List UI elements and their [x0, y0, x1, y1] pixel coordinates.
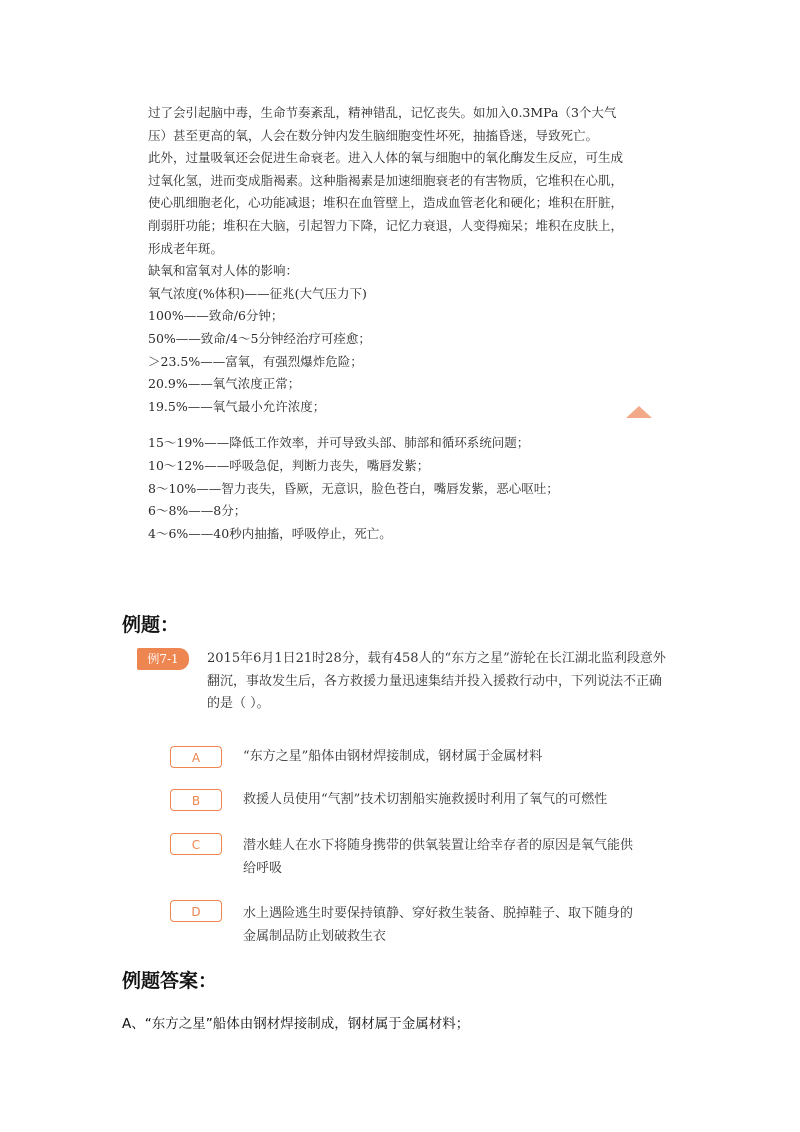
- intro-line: 8～10%——智力丧失，昏厥，无意识，脸色苍白，嘴唇发紫，恶心呕吐；: [148, 480, 559, 496]
- example-title: 例题：: [122, 614, 180, 636]
- answer-text: A、“东方之星”船体由钢材焊接制成，钢材属于金属材料；: [122, 1016, 470, 1032]
- intro-line: 19.5%——氧气最小允许浓度；: [148, 398, 326, 414]
- intro-line: 100%——致命/6分钟；: [148, 308, 284, 324]
- intro-line: 10～12%——呼吸急促，判断力丧失，嘴唇发紫；: [148, 457, 430, 473]
- intro-line: ＞23.5%——富氧，有强烈爆炸危险；: [148, 353, 363, 369]
- intro-line: 压）甚至更高的氧，人会在数分钟内发生脑细胞变性坏死，抽搐昏迷，导致死亡。: [148, 127, 599, 143]
- intro-line: 15～19%——降低工作效率，并可导致头部、肺部和循环系统问题；: [148, 435, 530, 451]
- option-d-button[interactable]: D: [170, 900, 222, 922]
- option-b-button[interactable]: B: [170, 789, 222, 811]
- intro-line: 20.9%——氧气浓度正常；: [148, 376, 301, 392]
- intro-line: 过了会引起脑中毒，生命节奏紊乱，精神错乱，记忆丧失。如加入0.3MPa（3个大气: [148, 105, 617, 120]
- option-a-text: “东方之星”船体由钢材焊接制成，钢材属于金属材料: [243, 749, 543, 764]
- intro-line: 削弱肝功能；堆积在大脑，引起智力下降，记忆力衰退，人变得痴呆；堆积在皮肤上，: [148, 217, 624, 233]
- intro-line: 缺氧和富氧对人体的影响：: [148, 263, 299, 279]
- option-b-text: 救援人员使用“气割”技术切割船实施救援时利用了氧气的可燃性: [243, 792, 608, 807]
- paragraph-gap: [148, 418, 668, 432]
- intro-line: 50%——致命/4～5分钟经治疗可痊愈；: [148, 330, 371, 346]
- answer-title: 例题答案：: [122, 970, 218, 992]
- option-c-button[interactable]: C: [170, 833, 222, 855]
- example-question: 2015年6月1日21时28分，载有458人的“东方之星”游轮在长江湖北监利段意外翻沉，事故发生后，各方救援力量迅速集结并投入援救行动中，下列说法不正确的是（ ）。: [207, 651, 666, 711]
- scroll-top-triangle-icon[interactable]: [626, 406, 652, 418]
- intro-line: 4～6%——40秒内抽搐，呼吸停止，死亡。: [148, 525, 392, 541]
- intro-line: 过氧化氢，进而变成脂褐素。这种脂褐素是加速细胞衰老的有害物质，它堆积在心肌，: [148, 172, 624, 188]
- intro-line: 此外，过量吸氧还会促进生命衰老。进入人体的氧与细胞中的氧化酶发生反应，可生成: [148, 150, 624, 166]
- option-c-text: 潜水蛙人在水下将随身携带的供氧装置让给幸存者的原因是氧气能供给呼吸: [243, 838, 634, 876]
- intro-line: 使心肌细胞老化，心功能减退；堆积在血管壁上，造成血管老化和硬化；堆积在肝脏，: [148, 195, 624, 211]
- option-d-text: 水上遇险逃生时要保持镇静、穿好救生装备、脱掉鞋子、取下随身的金属制品防止划破救生衣: [243, 906, 634, 944]
- intro-text: [148, 102, 668, 545]
- intro-line: 氧气浓度(%体积)——征兆(大气压力下): [148, 285, 367, 301]
- intro-line: 6～8%——8分；: [148, 503, 247, 519]
- intro-line: 形成老年斑。: [148, 240, 224, 256]
- option-a-button[interactable]: A: [170, 746, 222, 768]
- example-tag: 例7-1: [137, 648, 189, 670]
